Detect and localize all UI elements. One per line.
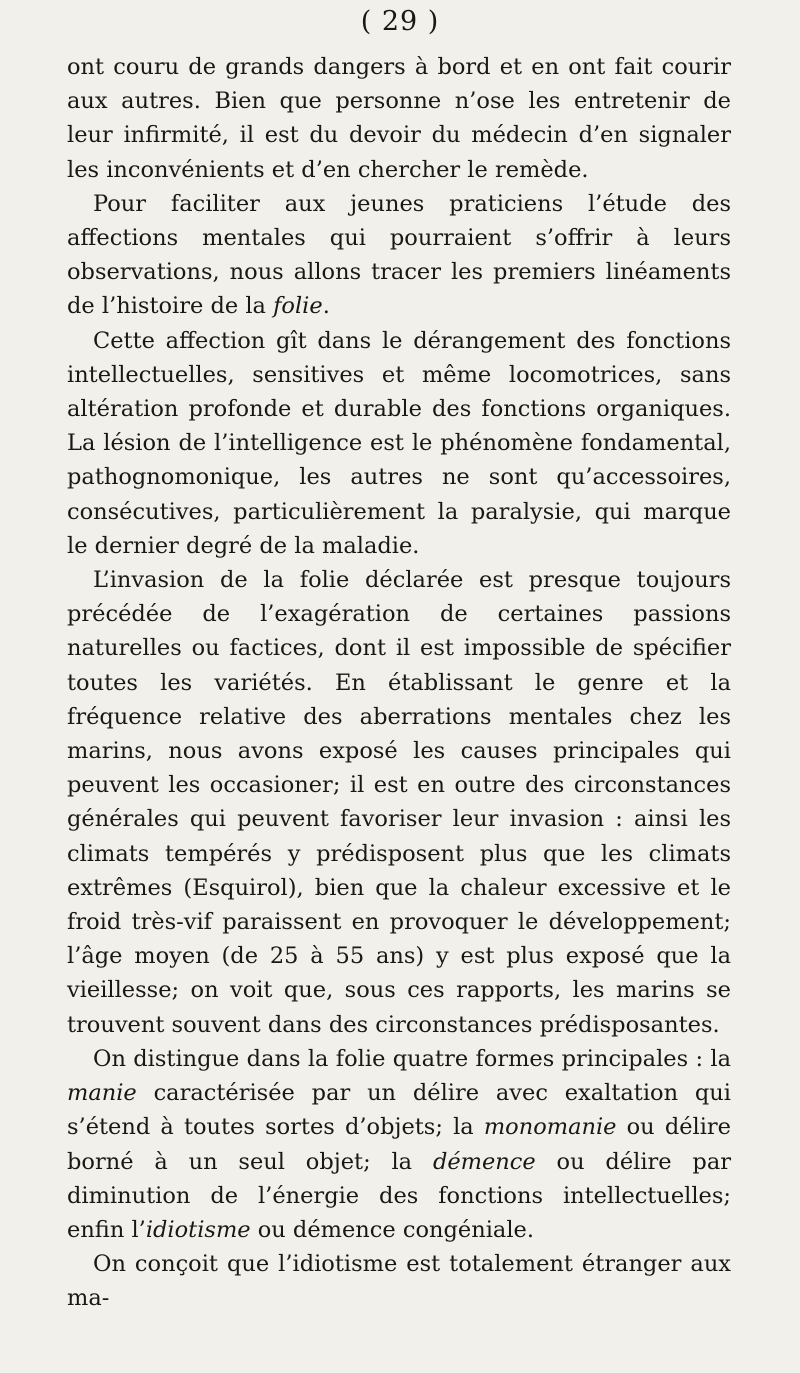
- italic-term: idiotisme: [145, 1216, 251, 1243]
- text-run: On distingue dans la folie quatre formes principales : la: [93, 1045, 731, 1072]
- text-run: caractérisée par un délire avec exaltation qui s’étend à toutes sortes d’objets; la: [67, 1080, 731, 1141]
- italic-term: démence: [432, 1148, 536, 1175]
- text-run: .: [322, 293, 330, 320]
- text-run: ou délire borné à un seul objet; la: [67, 1114, 731, 1175]
- text-run: ont couru de grands dangers à bord et en ont fait courir aux autres. Bien que personne n’ose les entretenir de leur infirmité, il est du devoir du médecin d’en signaler les inconvénients et d’en chercher le remède.: [67, 54, 731, 183]
- text-run: On conçoit que l’idiotisme est totalement étranger aux ma-: [67, 1251, 731, 1312]
- paragraph: [67, 563, 731, 1042]
- paragraph: [67, 1247, 731, 1315]
- text-run: ou démence congéniale.: [250, 1216, 534, 1243]
- paragraph: [67, 324, 731, 563]
- text-run: ou délire par diminution de l’énergie des fonctions intellectuelles; enfin l’: [67, 1148, 732, 1243]
- body-text: [67, 50, 731, 1316]
- paragraph: [67, 187, 731, 324]
- page-number: ( 29 ): [360, 6, 440, 37]
- paragraph: [67, 50, 731, 187]
- italic-term: folie: [273, 293, 323, 320]
- paragraph: [67, 1042, 731, 1247]
- text-run: Pour faciliter aux jeunes praticiens l’étude des affections mentales qui pourraient s’offrir à leurs observations, nous allons tracer les premiers linéaments de l’histoire de la: [67, 190, 731, 320]
- italic-term: monomanie: [483, 1114, 617, 1141]
- text-run: Cette affection gît dans le dérangement des fonctions intellectuelles, sensitives et même locomotrices, sans altération profonde et durable des fonctions organiques. La lésion de l’intelligence est le phénomène fondamental, pathognomonique, les autres ne sont qu’accessoires, consécutives, particulièrement la paralysie, qui marque le dernier degré de la maladie.: [67, 327, 731, 559]
- italic-term: manie: [67, 1080, 137, 1107]
- text-run: L’invasion de la folie déclarée est presque toujours précédée de l’exagération de certaines passions naturelles ou factices, dont il est impossible de spécifier toutes les variétés. En établissant le genre et la fréquence relative des aberrations mentales chez les marins, nous avons exposé les causes principales qui peuvent les occasioner; il est en outre des circonstances générales qui peuvent favoriser leur invasion : ainsi les climats tempérés y prédisposent plus que les climats extrêmes (Esquirol), bien que la chaleur excessive et le froid très-vif paraissent en provoquer le développement; l’âge moyen (de 25 à 55 ans) y est plus exposé que la vieillesse; on voit que, sous ces rapports, les marins se trouvent souvent dans des circonstances prédisposantes.: [67, 567, 731, 1038]
